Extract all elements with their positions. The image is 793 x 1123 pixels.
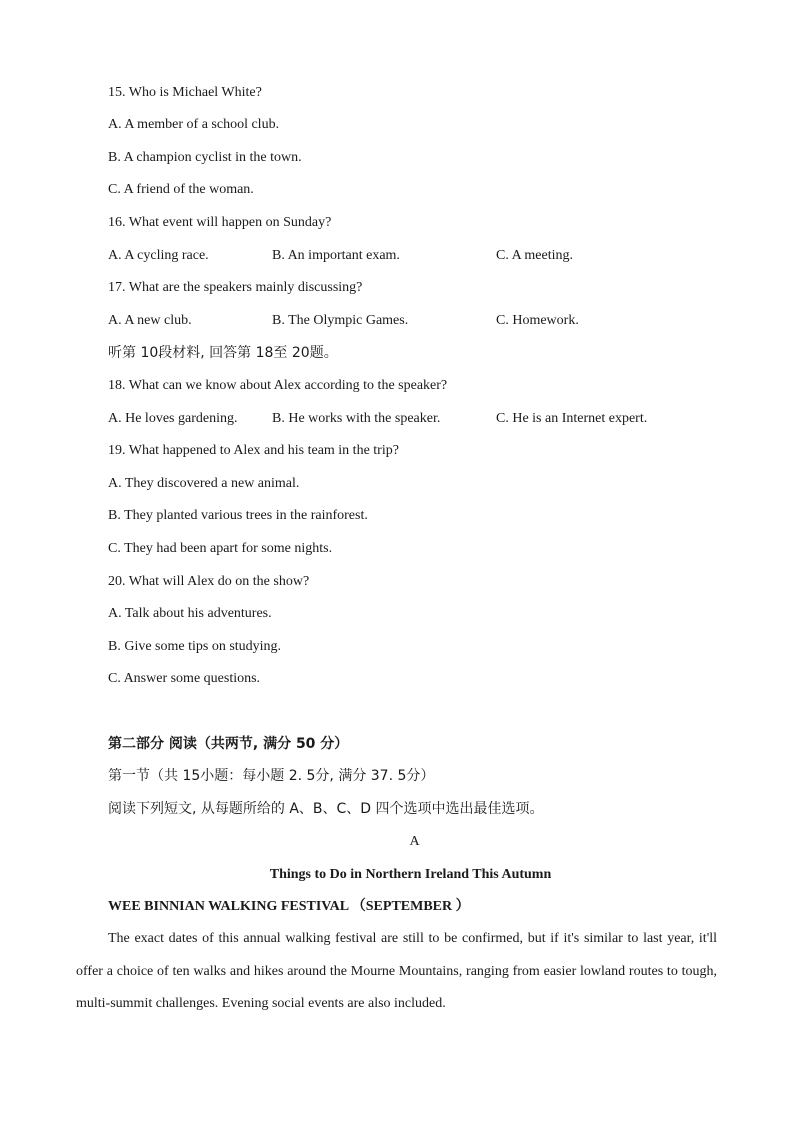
question-18-stem: 18. What can we know about Alex according to the speaker? bbox=[108, 378, 448, 393]
question-16-option-a: A. A cycling race. bbox=[108, 248, 209, 263]
question-15-stem: 15. Who is Michael White? bbox=[108, 85, 262, 100]
section1-heading: 第一节（共 15小题：每小题 2. 5分, 满分 37. 5分） bbox=[108, 768, 435, 784]
passage-subheading: WEE BINNIAN WALKING FESTIVAL （SEPTEMBER ） bbox=[108, 899, 470, 914]
passage-title: Things to Do in Northern Ireland This Autumn bbox=[269, 867, 552, 882]
question-15-option-b: B. A champion cyclist in the town. bbox=[108, 150, 302, 165]
part2-heading: 第二部分 阅读（共两节, 满分 50 分） bbox=[108, 736, 349, 752]
passage-letter: A bbox=[409, 834, 420, 849]
question-18-option-b: B. He works with the speaker. bbox=[272, 411, 441, 426]
question-17-option-a: A. A new club. bbox=[108, 313, 192, 328]
question-20-option-a: A. Talk about his adventures. bbox=[108, 606, 272, 621]
question-17-stem: 17. What are the speakers mainly discussing? bbox=[108, 280, 363, 295]
question-19-option-a: A. They discovered a new animal. bbox=[108, 476, 300, 491]
question-20-option-c: C. Answer some questions. bbox=[108, 671, 261, 686]
question-16-stem: 16. What event will happen on Sunday? bbox=[108, 215, 332, 230]
reading-instruction: 阅读下列短文, 从每题所给的 A、B、C、D 四个选项中选出最佳选项。 bbox=[108, 801, 544, 817]
question-16-option-c: C. A meeting. bbox=[496, 248, 573, 263]
question-17-option-c: C. Homework. bbox=[496, 313, 579, 328]
passage-paragraph-text: The exact dates of this annual walking festival are still to be confirmed, but if it's similar to last year, it'll offer a choice of ten walks and hikes around the Mourne Mountains, ranging from easier lowland routes to tough, multi-summit challenges. Evening social events are also included. bbox=[76, 931, 717, 1012]
question-20-option-b: B. Give some tips on studying. bbox=[108, 639, 282, 654]
question-15-option-a: A. A member of a school club. bbox=[108, 117, 280, 132]
question-17-option-b: B. The Olympic Games. bbox=[272, 313, 409, 328]
listening-instruction-10: 听第 10段材料, 回答第 18至 20题。 bbox=[108, 345, 338, 361]
question-19-stem: 19. What happened to Alex and his team in the trip? bbox=[108, 443, 399, 458]
question-18-option-a: A. He loves gardening. bbox=[108, 411, 238, 426]
question-16-option-b: B. An important exam. bbox=[272, 248, 400, 263]
question-19-option-b: B. They planted various trees in the rainforest. bbox=[108, 508, 368, 523]
passage-paragraph bbox=[76, 923, 717, 1021]
question-18-option-c: C. He is an Internet expert. bbox=[496, 411, 648, 426]
question-19-option-c: C. They had been apart for some nights. bbox=[108, 541, 333, 556]
question-15-option-c: C. A friend of the woman. bbox=[108, 182, 254, 197]
question-20-stem: 20. What will Alex do on the show? bbox=[108, 574, 310, 589]
